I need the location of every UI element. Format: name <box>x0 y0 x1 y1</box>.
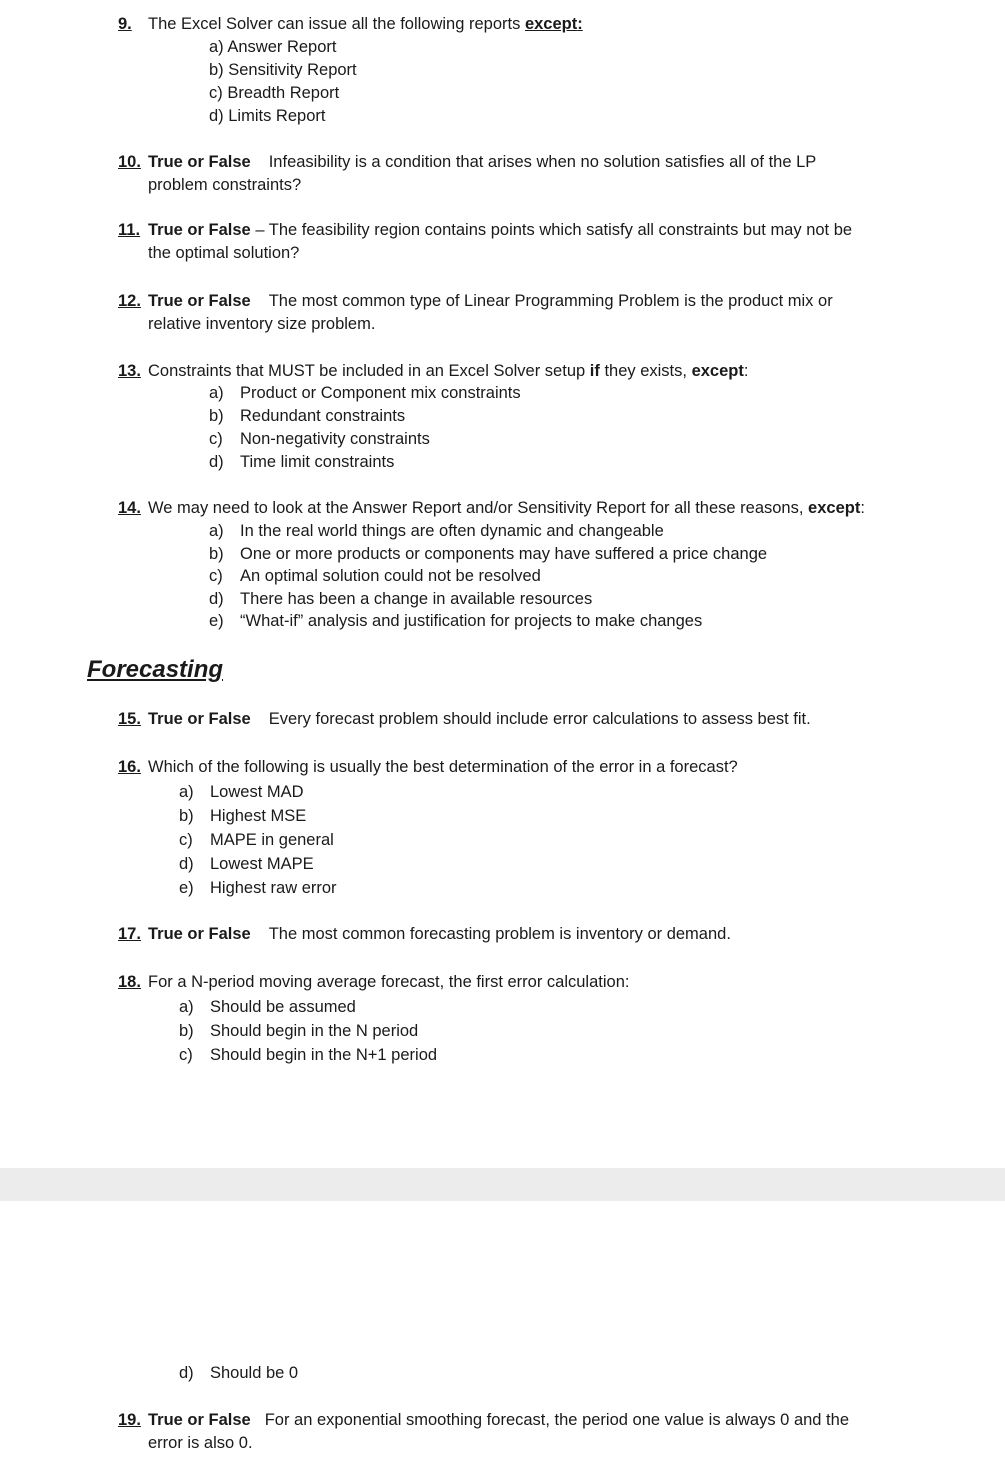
question-text: they exists, <box>599 362 692 380</box>
option-letter: d) <box>179 855 194 873</box>
true-or-false-label: True or False <box>148 221 251 239</box>
option <box>179 852 337 876</box>
option-text: There has been a change in available resources <box>240 589 593 608</box>
question-tail: : <box>743 362 749 380</box>
option <box>209 565 767 588</box>
option <box>209 382 521 405</box>
option: b) Sensitivity Report <box>209 61 357 79</box>
section-heading: Forecasting <box>87 656 224 683</box>
option <box>179 1361 298 1385</box>
question-emphasis: except <box>808 499 861 517</box>
option-letter: b) <box>209 407 224 425</box>
option <box>209 543 767 566</box>
option: c) Breadth Report <box>209 84 340 102</box>
option: a) Answer Report <box>209 38 337 56</box>
question-number: 11. <box>118 221 141 239</box>
page-break <box>0 1168 1005 1201</box>
question-13 <box>118 360 748 383</box>
true-or-false-label: True or False <box>148 1411 251 1429</box>
true-or-false-label: True or False <box>148 710 251 728</box>
question-text: The Excel Solver can issue all the following reports <box>148 15 525 33</box>
question-19 <box>118 1409 849 1455</box>
question-number: 15. <box>118 710 141 728</box>
question-number: 12. <box>118 292 141 310</box>
option <box>179 804 337 828</box>
option-letter: a) <box>179 998 194 1016</box>
question-text: Constraints that MUST be included in an Excel Solver setup <box>148 362 590 380</box>
option-letter: a) <box>179 783 194 801</box>
option-letter: b) <box>209 544 224 563</box>
option-text: Highest raw error <box>210 879 337 897</box>
option-text: Should be assumed <box>210 998 356 1016</box>
question-emphasis: except <box>691 362 744 380</box>
option-text: Should begin in the N period <box>210 1022 419 1040</box>
option-text: In the real world things are often dynamic and changeable <box>240 522 664 540</box>
option-text: An optimal solution could not be resolved <box>240 567 541 586</box>
option <box>209 405 521 428</box>
option-letter: c) <box>179 831 193 849</box>
question-text-continued: problem constraints? <box>148 176 302 194</box>
question-text: The most common type of Linear Programming Problem is the product mix or <box>268 292 833 310</box>
option-letter: b) <box>179 807 194 825</box>
question-11 <box>118 219 852 265</box>
option <box>179 876 337 900</box>
option-text: “What-if” analysis and justification for projects to make changes <box>240 612 703 631</box>
question-text: The most common forecasting problem is inventory or demand. <box>268 925 731 943</box>
option-letter: e) <box>179 879 194 897</box>
option-text: Product or Component mix constraints <box>240 384 521 402</box>
question-10 <box>118 151 816 197</box>
true-or-false-label: True or False <box>148 292 251 310</box>
option-letter: a) <box>209 522 224 540</box>
option-letter: c) <box>179 1046 193 1064</box>
option <box>209 520 767 543</box>
option-text: One or more products or components may have suffered a price change <box>240 544 768 563</box>
option <box>179 1019 437 1043</box>
question-number: 17. <box>118 925 141 943</box>
option <box>209 428 521 451</box>
option-letter: d) <box>179 1364 194 1382</box>
option-text: Non-negativity constraints <box>240 430 430 448</box>
question-number: 13. <box>118 362 141 380</box>
option-text: Highest MSE <box>210 807 307 825</box>
question-tail: : <box>860 499 865 517</box>
question-text: – The feasibility region contains points which satisfy all constraints but may not be <box>255 221 853 239</box>
question-15 <box>118 708 811 731</box>
question-16-options <box>179 780 337 900</box>
option-text: Lowest MAD <box>210 783 304 801</box>
option-text: Redundant constraints <box>240 407 406 425</box>
question-9-options <box>209 36 357 128</box>
true-or-false-label: True or False <box>148 925 251 943</box>
question-number: 14. <box>118 499 141 517</box>
option-text: Time limit constraints <box>240 453 395 471</box>
option-letter: a) <box>209 384 224 402</box>
option: d) Limits Report <box>209 107 326 125</box>
option <box>179 828 337 852</box>
question-number: 19. <box>118 1411 141 1429</box>
question-17 <box>118 923 731 946</box>
question-13-options <box>209 382 521 474</box>
question-emphasis: if <box>589 362 600 380</box>
question-tail: : <box>577 15 583 33</box>
true-or-false-label: True or False <box>148 153 251 171</box>
option <box>209 588 767 611</box>
question-number: 9. <box>118 15 132 33</box>
question-9 <box>118 13 583 36</box>
question-text: Every forecast problem should include error calculations to assess best fit. <box>268 710 811 728</box>
option-letter: d) <box>209 589 224 608</box>
option <box>209 451 521 474</box>
question-number: 10. <box>118 153 141 171</box>
question-text: Infeasibility is a condition that arises when no solution satisfies all of the LP <box>268 153 817 171</box>
question-text: For an exponential smoothing forecast, the period one value is always 0 and the <box>264 1411 849 1429</box>
question-text: Which of the following is usually the best determination of the error in a forecast? <box>148 758 738 776</box>
option <box>209 610 767 633</box>
option-letter: b) <box>179 1022 194 1040</box>
option-text: Should be 0 <box>210 1364 299 1382</box>
question-text-continued: the optimal solution? <box>148 244 300 262</box>
question-text: We may need to look at the Answer Report and/or Sensitivity Report for all these reasons, <box>148 499 809 517</box>
question-text-continued: error is also 0. <box>148 1434 253 1452</box>
option <box>179 780 337 804</box>
question-18-options-continued <box>179 1361 298 1385</box>
option-letter: c) <box>209 567 223 586</box>
question-text: For a N-period moving average forecast, the first error calculation: <box>148 973 630 991</box>
question-16 <box>118 756 738 779</box>
question-18 <box>118 971 629 994</box>
question-18-options <box>179 995 437 1067</box>
option-text: Should begin in the N+1 period <box>210 1046 438 1064</box>
option-text: Lowest MAPE <box>210 855 314 873</box>
question-number: 18. <box>118 973 141 991</box>
question-14-options <box>209 520 767 633</box>
option-letter: d) <box>209 453 224 471</box>
option-letter: c) <box>209 430 223 448</box>
question-14 <box>118 497 865 520</box>
option <box>179 1043 437 1067</box>
question-text-continued: relative inventory size problem. <box>148 315 376 333</box>
option-letter: e) <box>209 612 224 631</box>
question-number: 16. <box>118 758 141 776</box>
option-text: MAPE in general <box>210 831 334 849</box>
question-12 <box>118 290 833 336</box>
question-emphasis: except <box>524 15 578 33</box>
option <box>179 995 437 1019</box>
